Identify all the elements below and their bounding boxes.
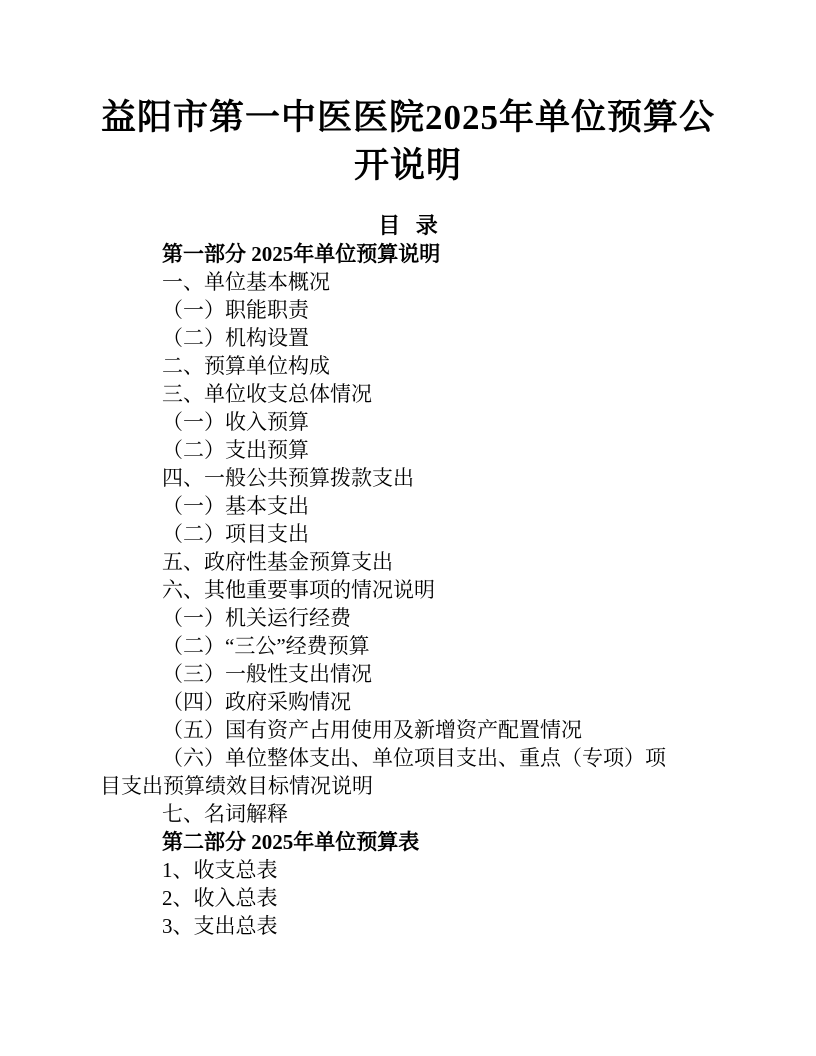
page-title xyxy=(100,94,716,190)
toc-item-part2: 第二部分 2025年单位预算表 xyxy=(162,830,420,854)
toc-item: 3、支出总表 xyxy=(162,914,278,938)
page-title-line-2: 开说明 xyxy=(353,146,462,185)
toc-item: 一、单位基本概况 xyxy=(162,270,330,294)
toc-item: 二、预算单位构成 xyxy=(162,354,330,378)
toc-item: （二）机构设置 xyxy=(162,326,309,350)
toc-item: （五）国有资产占用使用及新增资产配置情况 xyxy=(162,718,582,742)
toc-item: （二）项目支出 xyxy=(162,522,309,546)
toc-item: （六）单位整体支出、单位项目支出、重点（专项）项 xyxy=(162,746,666,770)
toc-item: （一）收入预算 xyxy=(162,410,309,434)
toc-item: （二）支出预算 xyxy=(162,438,309,462)
toc-item: （一）基本支出 xyxy=(162,494,309,518)
page-title-line-1: 益阳市第一中医医院2025年单位预算公 xyxy=(100,98,715,137)
toc-item: 七、名词解释 xyxy=(162,802,288,826)
toc-item: 2、收入总表 xyxy=(162,886,278,910)
toc-item: 六、其他重要事项的情况说明 xyxy=(162,578,435,602)
toc-item: （一）机关运行经费 xyxy=(162,606,351,630)
toc-item: （二）“三公”经费预算 xyxy=(162,634,370,658)
toc-item-wrap-continuation: 目支出预算绩效目标情况说明 xyxy=(100,774,373,798)
toc-item: （四）政府采购情况 xyxy=(162,690,351,714)
toc-item: （一）职能职责 xyxy=(162,298,309,322)
toc-item: （三）一般性支出情况 xyxy=(162,662,372,686)
toc-heading: 目 录 xyxy=(378,213,438,238)
toc-item-part1: 第一部分 2025年单位预算说明 xyxy=(162,242,441,266)
toc-item: 五、政府性基金预算支出 xyxy=(162,550,393,574)
toc-item: 三、单位收支总体情况 xyxy=(162,382,372,406)
toc-item: 1、收支总表 xyxy=(162,858,278,882)
toc-item: 四、一般公共预算拨款支出 xyxy=(162,466,414,490)
table-of-contents xyxy=(100,240,716,940)
